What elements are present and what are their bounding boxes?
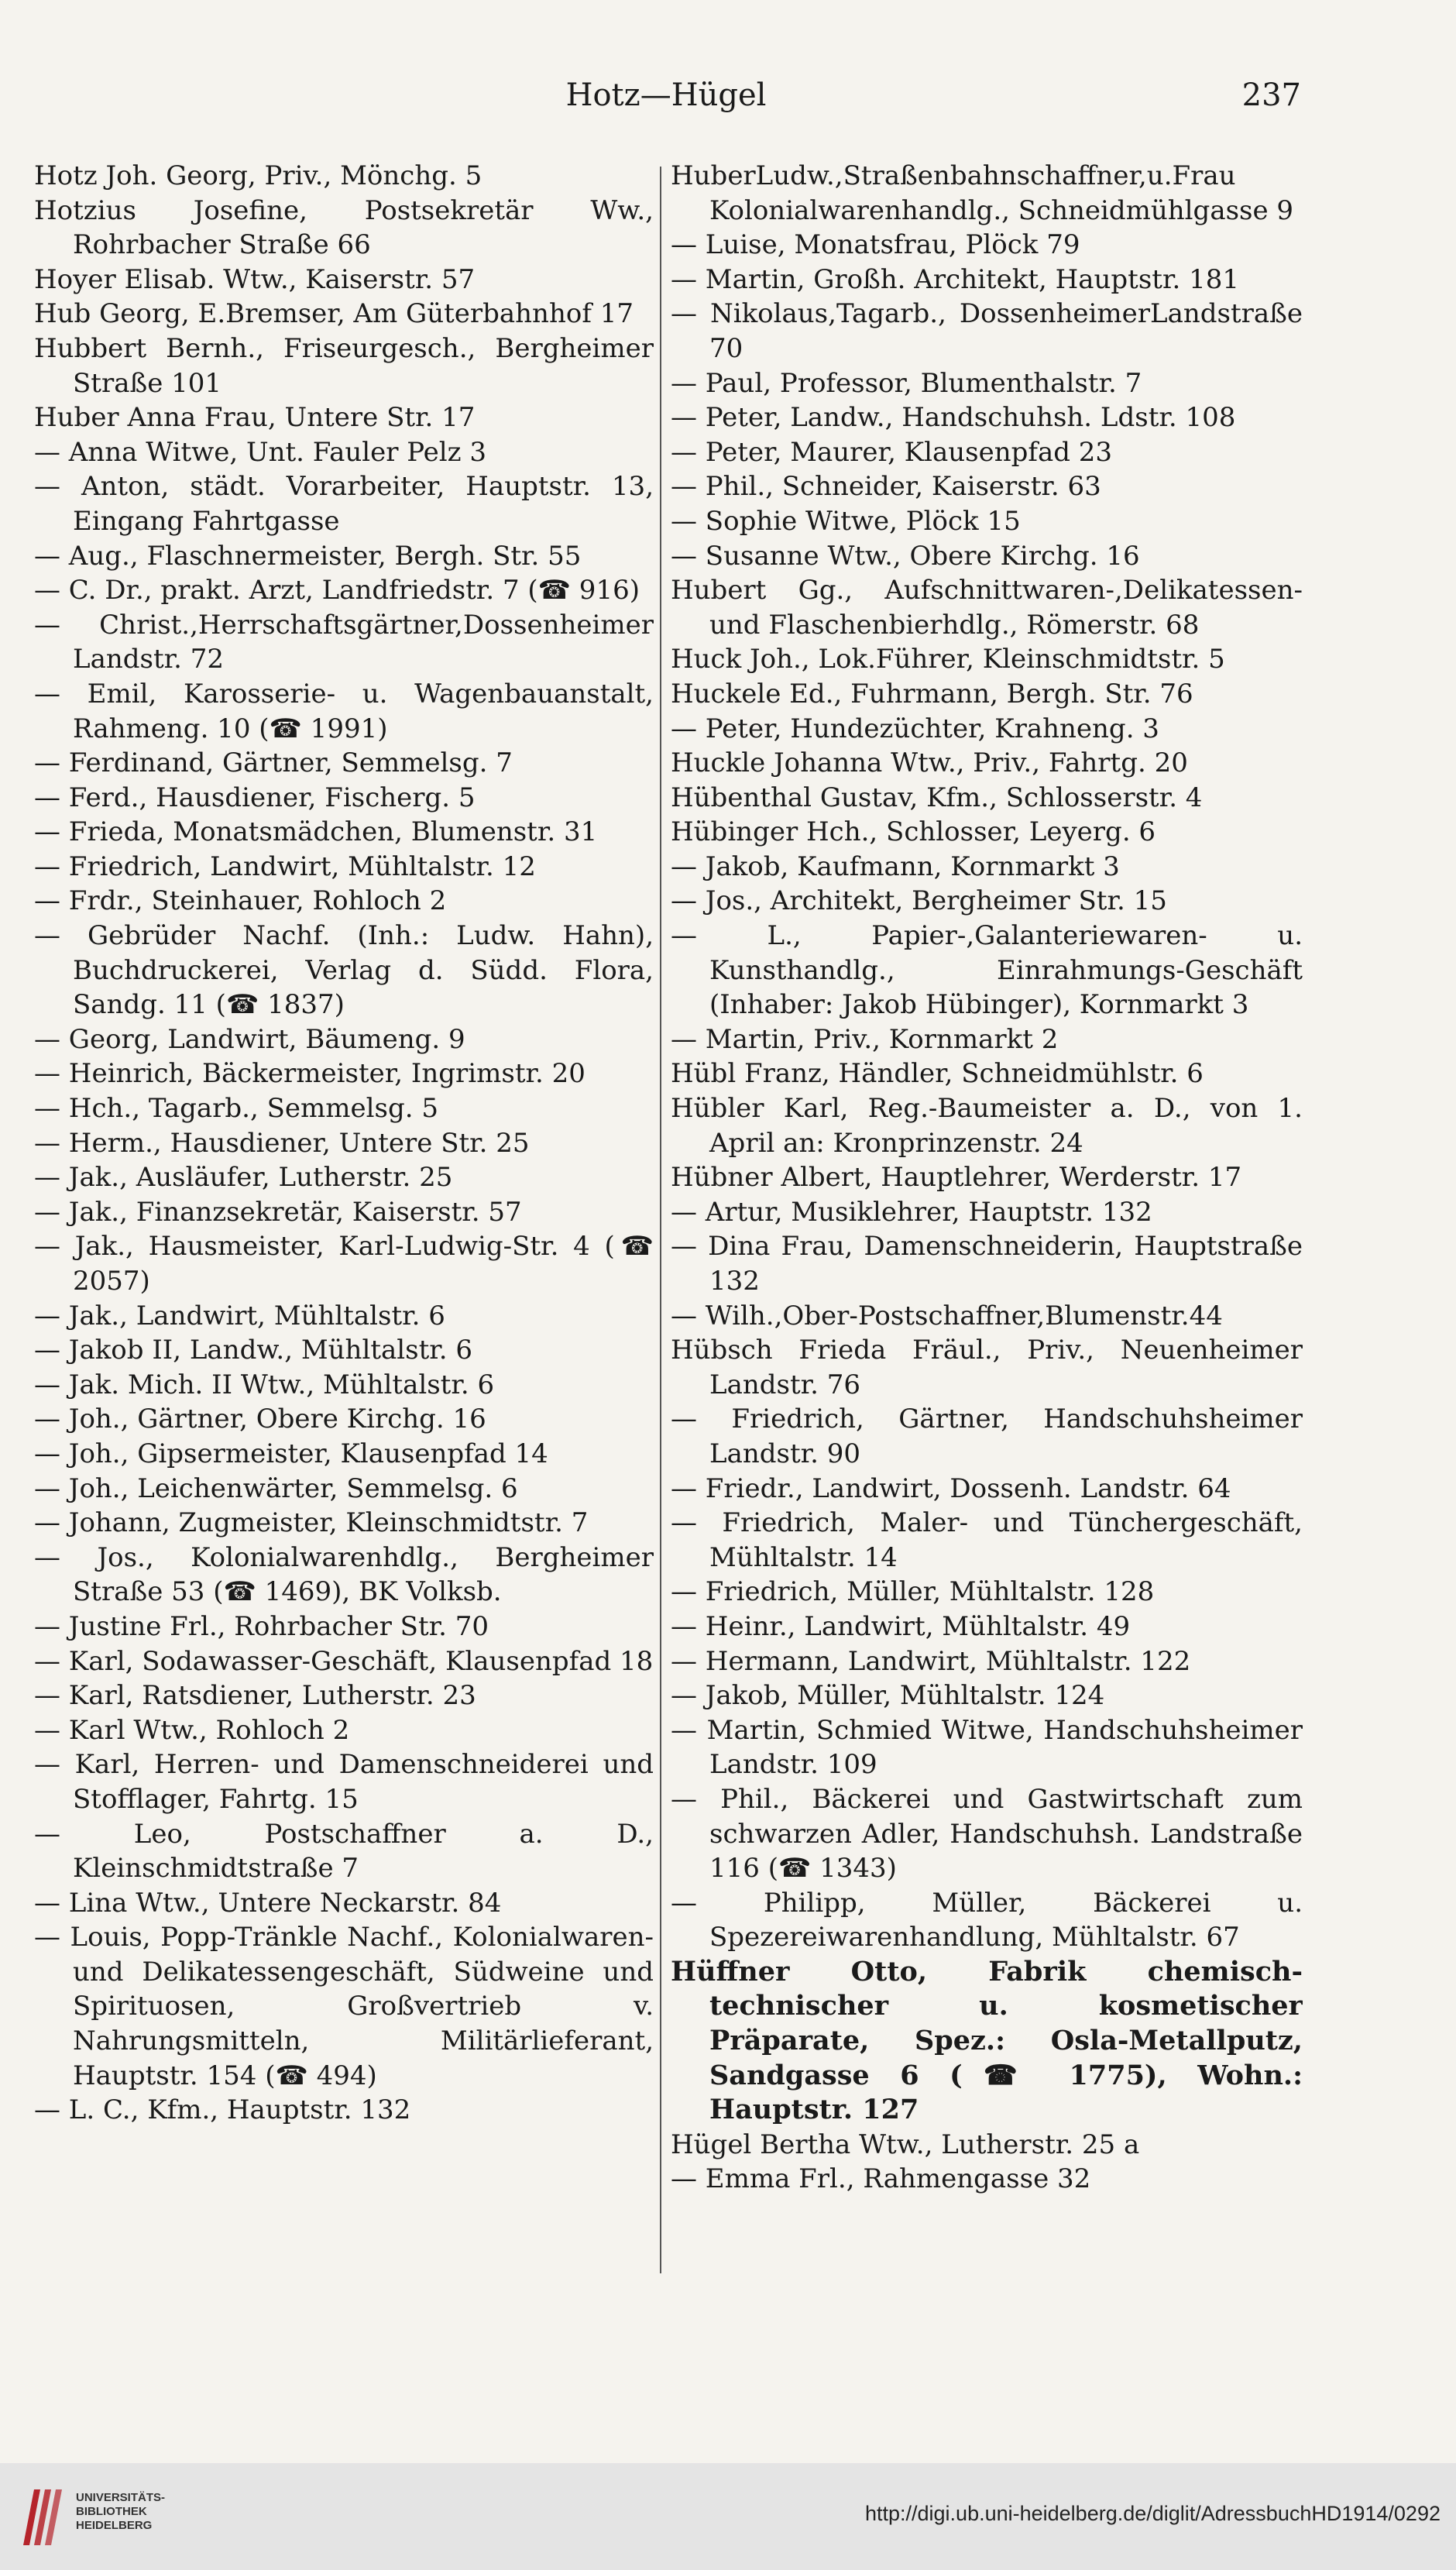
directory-entry: Hübinger Hch., Schlosser, Leyerg. 6 (671, 816, 1156, 848)
directory-entry: Huckele Ed., Fuhrmann, Bergh. Str. 76 (671, 678, 1193, 709)
directory-entry: — Hermann, Landwirt, Mühltalstr. 122 (671, 1645, 1191, 1677)
directory-entry: — Karl, Ratsdiener, Lutherstr. 23 (34, 1680, 476, 1712)
directory-entry: Hüffner Otto, Fabrik chemisch-technischer u. kosmetischer Präparate, Spez.: Osla-Metallputz, Sandgasse 6 (☎ 1775), Wohn.: Hauptstr. 127 (671, 1955, 1303, 2126)
directory-entry: — Wilh.,Ober-Postschaffner,Blumenstr.44 (671, 1300, 1223, 1331)
directory-entry: — Phil., Bäckerei und Gastwirtschaft zum schwarzen Adler, Handschuhsh. Landstraße 116 (☎ 1343) (671, 1783, 1303, 1885)
directory-entry: — Friedrich, Maler- und Tünchergeschäft, Mühltalstr. 14 (671, 1507, 1303, 1573)
library-logo-icon[interactable] (17, 2483, 64, 2550)
directory-entry: — Emil, Karosserie- u. Wagenbauanstalt, Rahmeng. 10 (☎ 1991) (34, 678, 654, 744)
column-divider (660, 167, 661, 2273)
logo-text-line: UNIVERSITÄTS- (76, 2491, 166, 2504)
directory-entry: Hubbert Bernh., Friseurgesch., Bergheimer Straße 101 (34, 332, 654, 399)
footer-bar (0, 2463, 1456, 2570)
directory-entry: — Jak. Mich. II Wtw., Mühltalstr. 6 (34, 1369, 495, 1400)
page-title: Hotz—Hügel (565, 77, 767, 113)
logo-text-line: HEIDELBERG (76, 2519, 153, 2532)
directory-entry: — Emma Frl., Rahmengasse 32 (671, 2163, 1091, 2195)
directory-entry: Hübler Karl, Reg.-Baumeister a. D., von 1. April an: Kronprinzenstr. 24 (671, 1093, 1303, 1159)
directory-entry: — Karl Wtw., Rohloch 2 (34, 1714, 350, 1746)
directory-entry: — Jak., Finanzsekretär, Kaiserstr. 57 (34, 1196, 522, 1228)
directory-entry: — Louis, Popp-Tränkle Nachf., Kolonialwaren- und Delikatessengeschäft, Südweine und Spirituosen, Großvertrieb v. Nahrungsmitteln, Militärlieferant, Hauptstr. 154 (☎ 494) (34, 1922, 654, 2091)
directory-entry: — Christ.,Herrschaftsgärtner,Dossenheimer Landstr. 72 (34, 609, 654, 675)
directory-entry: — Aug., Flaschnermeister, Bergh. Str. 55 (34, 540, 582, 572)
directory-entry: — Georg, Landwirt, Bäumeng. 9 (34, 1023, 465, 1055)
directory-entry: Hub Georg, E.Bremser, Am Güterbahnhof 17 (34, 298, 634, 330)
directory-entry: Hübenthal Gustav, Kfm., Schlosserstr. 4 (671, 782, 1203, 813)
directory-entry: — Jakob, Müller, Mühltalstr. 124 (671, 1680, 1105, 1712)
directory-entry: — Karl, Sodawasser-Geschäft, Klausenpfad 18 (34, 1645, 654, 1677)
directory-entry: — Friedrich, Müller, Mühltalstr. 128 (671, 1576, 1155, 1608)
directory-entry: Hotzius Josefine, Postsekretär Ww., Rohrbacher Straße 66 (34, 194, 654, 261)
directory-entry: — Jak., Ausläufer, Lutherstr. 25 (34, 1162, 453, 1194)
directory-entry: — Ferd., Hausdiener, Fischerg. 5 (34, 782, 476, 813)
directory-entry: Huck Joh., Lok.Führer, Kleinschmidtstr. 5 (671, 644, 1225, 675)
directory-entry: — Philipp, Müller, Bäckerei u. Spezereiwarenhandlung, Mühltalstr. 67 (671, 1887, 1303, 1953)
directory-entry: — Frdr., Steinhauer, Rohloch 2 (34, 885, 447, 917)
directory-entry: — Johann, Zugmeister, Kleinschmidtstr. 7 (34, 1507, 589, 1539)
directory-entry: — C. Dr., prakt. Arzt, Landfriedstr. 7 (☎ 916) (34, 575, 640, 606)
directory-entry: Huber Anna Frau, Untere Str. 17 (34, 402, 476, 434)
directory-entry: — Jos., Kolonialwarenhdlg., Bergheimer Straße 53 (☎ 1469), BK Volksb. (34, 1541, 654, 1608)
directory-entry: — Joh., Gipsermeister, Klausenpfad 14 (34, 1438, 548, 1469)
directory-entry: HuberLudw.,Straßenbahnschaffner,u.Frau Kolonialwarenhandlg., Schneidmühlgasse 9 (671, 160, 1294, 226)
directory-entry: — Artur, Musiklehrer, Hauptstr. 132 (671, 1196, 1152, 1228)
directory-entry: — Dina Frau, Damenschneiderin, Hauptstraße 132 (671, 1231, 1303, 1297)
directory-entry: — Karl, Herren- und Damenschneiderei und Stofflager, Fahrtg. 15 (34, 1749, 654, 1815)
directory-entry: — Phil., Schneider, Kaiserstr. 63 (671, 471, 1101, 503)
directory-entry: — Martin, Schmied Witwe, Handschuhsheimer Landstr. 109 (671, 1714, 1303, 1781)
logo-text-line: BIBLIOTHEK (76, 2505, 147, 2518)
directory-entry: — Luise, Monatsfrau, Plöck 79 (671, 229, 1080, 261)
directory-entry: Hübner Albert, Hauptlehrer, Werderstr. 17 (671, 1162, 1242, 1194)
directory-entry: — Joh., Leichenwärter, Semmelsg. 6 (34, 1472, 518, 1504)
library-logo-text (76, 2491, 165, 2533)
directory-entry: — L., Papier-,Galanteriewaren- u. Kunsthandlg., Einrahmungs-Geschäft (Inhaber: Jakob Hübinger), Kornmarkt 3 (671, 920, 1303, 1021)
directory-entry: Hügel Bertha Wtw., Lutherstr. 25 a (671, 2128, 1140, 2160)
directory-entry: — Joh., Gärtner, Obere Kirchg. 16 (34, 1404, 486, 1435)
page-header (31, 77, 1301, 124)
source-url-link[interactable]: http://digi.ub.uni-heidelberg.de/diglit/AdressbuchHD1914/0292 (864, 2502, 1441, 2525)
directory-entry: Hotz Joh. Georg, Priv., Mönchg. 5 (34, 160, 482, 191)
directory-entry: — Nikolaus,Tagarb., DossenheimerLandstraße 70 (671, 298, 1303, 364)
directory-entry: — Friedrich, Landwirt, Mühltalstr. 12 (34, 850, 536, 882)
directory-entry: — Jak., Hausmeister, Karl-Ludwig-Str. 4 (☎ 2057) (34, 1231, 654, 1297)
directory-entry: — Jos., Architekt, Bergheimer Str. 15 (671, 885, 1167, 917)
directory-entry: — Heinr., Landwirt, Mühltalstr. 49 (671, 1610, 1131, 1642)
directory-entry: — Peter, Hundezüchter, Krahneng. 3 (671, 713, 1159, 744)
directory-entry: — Susanne Wtw., Obere Kirchg. 16 (671, 540, 1140, 572)
left-column (34, 159, 654, 2128)
directory-entry: — Leo, Postschaffner a. D., Kleinschmidtstraße 7 (34, 1818, 654, 1885)
directory-entry: Hubert Gg., Aufschnittwaren-,Delikatessen- und Flaschenbierhdlg., Römerstr. 68 (671, 575, 1303, 641)
directory-entry: — Friedr., Landwirt, Dossenh. Landstr. 64 (671, 1472, 1231, 1504)
directory-entry: — Peter, Landw., Handschuhsh. Ldstr. 108 (671, 402, 1236, 434)
directory-entry: — Hch., Tagarb., Semmelsg. 5 (34, 1093, 438, 1125)
directory-entry: — Ferdinand, Gärtner, Semmelsg. 7 (34, 747, 513, 779)
directory-entry: — Jakob II, Landw., Mühltalstr. 6 (34, 1335, 472, 1366)
directory-entry: Huckle Johanna Wtw., Priv., Fahrtg. 20 (671, 747, 1188, 779)
directory-entry: — Herm., Hausdiener, Untere Str. 25 (34, 1127, 530, 1159)
directory-entry: — Martin, Großh. Architekt, Hauptstr. 181 (671, 263, 1239, 295)
directory-entry: — Frieda, Monatsmädchen, Blumenstr. 31 (34, 816, 598, 848)
directory-entry: — Sophie Witwe, Plöck 15 (671, 505, 1021, 537)
directory-entry: Hoyer Elisab. Wtw., Kaiserstr. 57 (34, 263, 476, 295)
page-number: 237 (1241, 77, 1301, 113)
directory-entry: Hübl Franz, Händler, Schneidmühlstr. 6 (671, 1058, 1204, 1090)
directory-entry: — Friedrich, Gärtner, Handschuhsheimer Landstr. 90 (671, 1404, 1303, 1469)
directory-entry: — Gebrüder Nachf. (Inh.: Ludw. Hahn), Buchdruckerei, Verlag d. Südd. Flora, Sandg. 11 (☎ 1837) (34, 920, 654, 1021)
directory-entry: — Jakob, Kaufmann, Kornmarkt 3 (671, 850, 1120, 882)
directory-entry: — Anna Witwe, Unt. Fauler Pelz 3 (34, 436, 486, 468)
directory-entry: — Heinrich, Bäckermeister, Ingrimstr. 20 (34, 1058, 585, 1090)
directory-entry: — Justine Frl., Rohrbacher Str. 70 (34, 1610, 489, 1642)
directory-entry: — L. C., Kfm., Hauptstr. 132 (34, 2094, 411, 2126)
directory-entry: — Lina Wtw., Untere Neckarstr. 84 (34, 1887, 502, 1919)
directory-entry: — Anton, städt. Vorarbeiter, Hauptstr. 13, Eingang Fahrtgasse (34, 471, 654, 537)
directory-entry: Hübsch Frieda Fräul., Priv., Neuenheimer Landstr. 76 (671, 1335, 1303, 1400)
directory-entry: — Martin, Priv., Kornmarkt 2 (671, 1023, 1059, 1055)
directory-entry: — Peter, Maurer, Klausenpfad 23 (671, 436, 1113, 468)
directory-entry: — Paul, Professor, Blumenthalstr. 7 (671, 367, 1142, 399)
directory-entry: — Jak., Landwirt, Mühltalstr. 6 (34, 1300, 445, 1331)
right-column (671, 159, 1303, 2197)
